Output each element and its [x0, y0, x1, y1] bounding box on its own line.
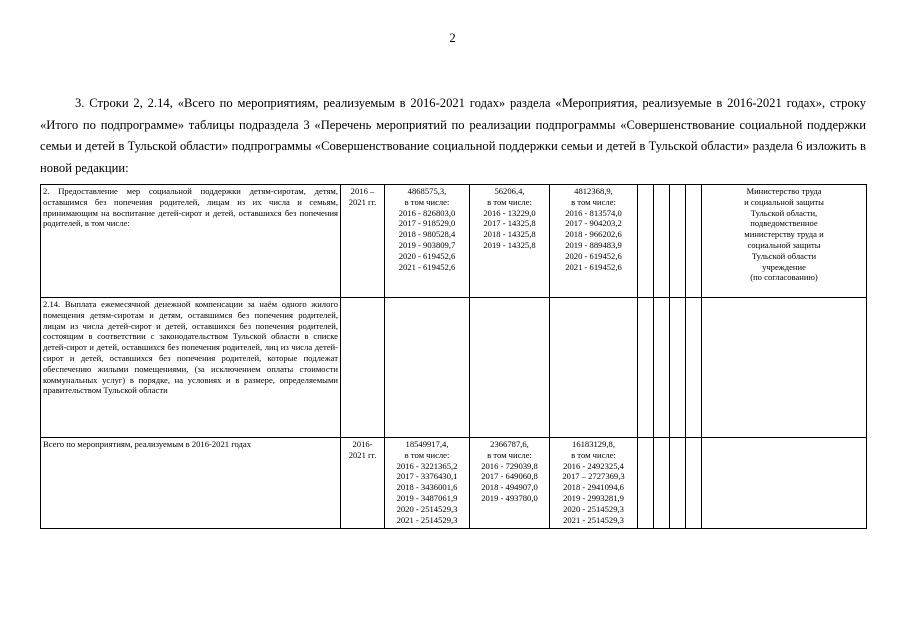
total-funding-cell: 4868575,3, в том числе: 2016 - 826803,0 2017 - 918529,0 2018 - 980528,4 2019 - 903809,7 2020 - 619452,6 2021 - 619452,6: [385, 185, 470, 298]
regional-funding-cell: 4812368,9, в том числе: 2016 - 813574,0 2017 - 904203,2 2018 - 966202,6 2019 - 889483,9 2020 - 619452,6 2021 - 619452,6: [550, 185, 638, 298]
empty-cell: [654, 438, 670, 529]
executor-cell: Министерство труда и социальной защиты Тульской области, подведомственное министерству труда и социальной защиты Тульской области учреждение (по согласованию): [702, 185, 867, 298]
page-number: 2: [449, 30, 456, 45]
empty-cell: [702, 438, 867, 529]
regional-funding-cell: 16183129,8, в том числе: 2016 - 2492325,4 2017 – 2727369,3 2018 - 2941094,6 2019 - 2993281,9 2020 - 2514529,3 2021 - 2514529,3: [550, 438, 638, 529]
measure-name: 2.14. Выплата ежемесячной денежной компенсации за наём одного жилого помещения детям-сиротам и детям, оставшимся без попечения родителей, лицам из числа детей-сирот и детей, оставшихся без попечения родителей, состоящим в соответствии с законодательством Тульской области в списке детей-сирот и детей, оставшихся без попечения родителей, лиц из числа детей-сирот и детей, оставшихся без попечения родителей, которые подлежат обеспечению жилыми помещениями, (за исключением оплаты стоимости коммунальных услуг) в порядке, на условиях и в размере, определяемыми правительством Тульской области: [41, 298, 341, 438]
empty-cell: [670, 438, 686, 529]
measures-table: [40, 184, 867, 529]
empty-cell: [654, 185, 670, 298]
table-row: [41, 185, 867, 298]
empty-cell: [638, 298, 654, 438]
empty-cell: [550, 298, 638, 438]
measure-name: 2. Предоставление мер социальной поддержки детям-сиротам, детям, оставшимся без попечения родителей, лицам из их числа и семьям, принимающим на воспитание детей-сирот и детей, оставшихся без попечения родителей, в том числе:: [41, 185, 341, 298]
period-cell: 2016 – 2021 гг.: [341, 185, 385, 298]
empty-cell: [686, 438, 702, 529]
empty-cell: [638, 185, 654, 298]
table-row: [41, 298, 867, 438]
empty-cell: [670, 185, 686, 298]
empty-cell: [670, 298, 686, 438]
empty-cell: [341, 298, 385, 438]
empty-cell: [686, 298, 702, 438]
empty-cell: [686, 185, 702, 298]
intro-text: 3. Строки 2, 2.14, «Всего по мероприятиям, реализуемым в 2016-2021 годах» раздела «Мероприятия, реализуемые в 2016-2021 годах», строку «Итого по подпрограмме» таблицы подраздела 3 «Перечень мероприятий по реализации подпрограммы «Совершенствование социальной поддержки семьи и детей в Тульской области» подпрограммы «Совершенствование социальной поддержки семьи и детей в Тульской области» раздела 6 изложить в новой редакции:: [40, 96, 866, 176]
empty-cell: [654, 298, 670, 438]
empty-cell: [470, 298, 550, 438]
empty-cell: [638, 438, 654, 529]
empty-cell: [385, 298, 470, 438]
period-cell: 2016- 2021 гг.: [341, 438, 385, 529]
federal-funding-cell: 2366787,6, в том числе: 2016 - 729039,8 2017 - 649060,8 2018 - 494907,0 2019 - 493780,0: [470, 438, 550, 529]
total-funding-cell: 18549917,4, в том числе: 2016 - 3221365,2 2017 - 3376430,1 2018 - 3436001,6 2019 - 3487061,9 2020 - 2514529,3 2021 - 2514529,3: [385, 438, 470, 529]
measure-name: Всего по мероприятиям, реализуемым в 2016-2021 годах: [41, 438, 341, 529]
federal-funding-cell: 56206,4, в том числе: 2016 - 13229,0 2017 - 14325,8 2018 - 14325,8 2019 - 14325,8: [470, 185, 550, 298]
table-row: [41, 438, 867, 529]
intro-paragraph: [40, 93, 866, 180]
empty-cell: [702, 298, 867, 438]
